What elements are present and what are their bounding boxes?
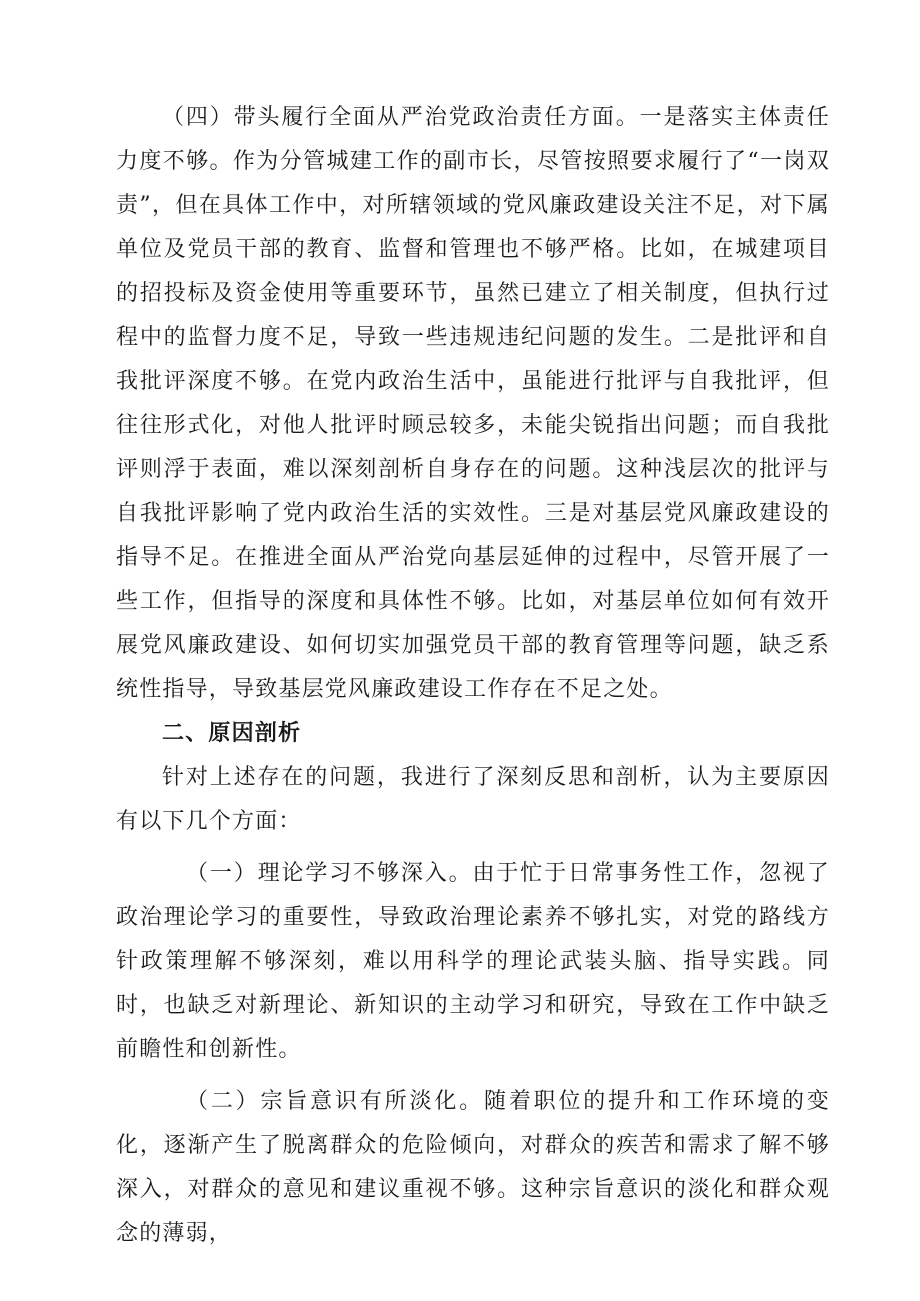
- spacer: [116, 844, 830, 852]
- document-body: [116, 96, 830, 1256]
- paragraph-section-four: （四）带头履行全面从严治党政治责任方面。一是落实主体责任力度不够。作为分管城建工作的副市长，尽管按照要求履行了“一岗双责”，但在具体工作中，对所辖领域的党风廉政建设关注不足，对下属单位及党员干部的教育、监督和管理也不够严格。比如，在城建项目的招投标及资金使用等重要环节，虽然已建立了相关制度，但执行过程中的监督力度不足，导致一些违规违纪问题的发生。二是批评和自我批评深度不够。在党内政治生活中，虽能进行批评与自我批评，但往往形式化，对他人批评时顾忌较多，未能尖锐指出问题；而自我批评则浮于表面，难以深刻剖析自身存在的问题。这种浅层次的批评与自我批评影响了党内政治生活的实效性。三是对基层党风廉政建设的指导不足。在推进全面从严治党向基层延伸的过程中，尽管开展了一些工作，但指导的深度和具体性不够。比如，对基层单位如何有效开展党风廉政建设、如何切实加强党员干部的教育管理等问题，缺乏系统性指导，导致基层党风廉政建设工作存在不足之处。: [116, 105, 830, 702]
- section-heading-cause-analysis: 二、原因剖析: [162, 721, 302, 746]
- paragraph-intro: 针对上述存在的问题，我进行了深刻反思和剖析，认为主要原因有以下几个方面：: [116, 765, 830, 834]
- spacer: [116, 1072, 830, 1080]
- paragraph-reason-two: （二）宗旨意识有所淡化。随着职位的提升和工作环境的变化，逐渐产生了脱离群众的危险倾向，对群众的疾苦和需求了解不够深入，对群众的意见和建议重视不够。这种宗旨意识的淡化和群众观念的薄弱，: [116, 1089, 830, 1246]
- paragraph-reason-one: （一）理论学习不够深入。由于忙于日常事务性工作，忽视了政治理论学习的重要性，导致政治理论素养不够扎实，对党的路线方针政策理解不够深刻，难以用科学的理论武装头脑、指导实践。同时，也缺乏对新理论、新知识的主动学习和研究，导致在工作中缺乏前瞻性和创新性。: [116, 861, 830, 1062]
